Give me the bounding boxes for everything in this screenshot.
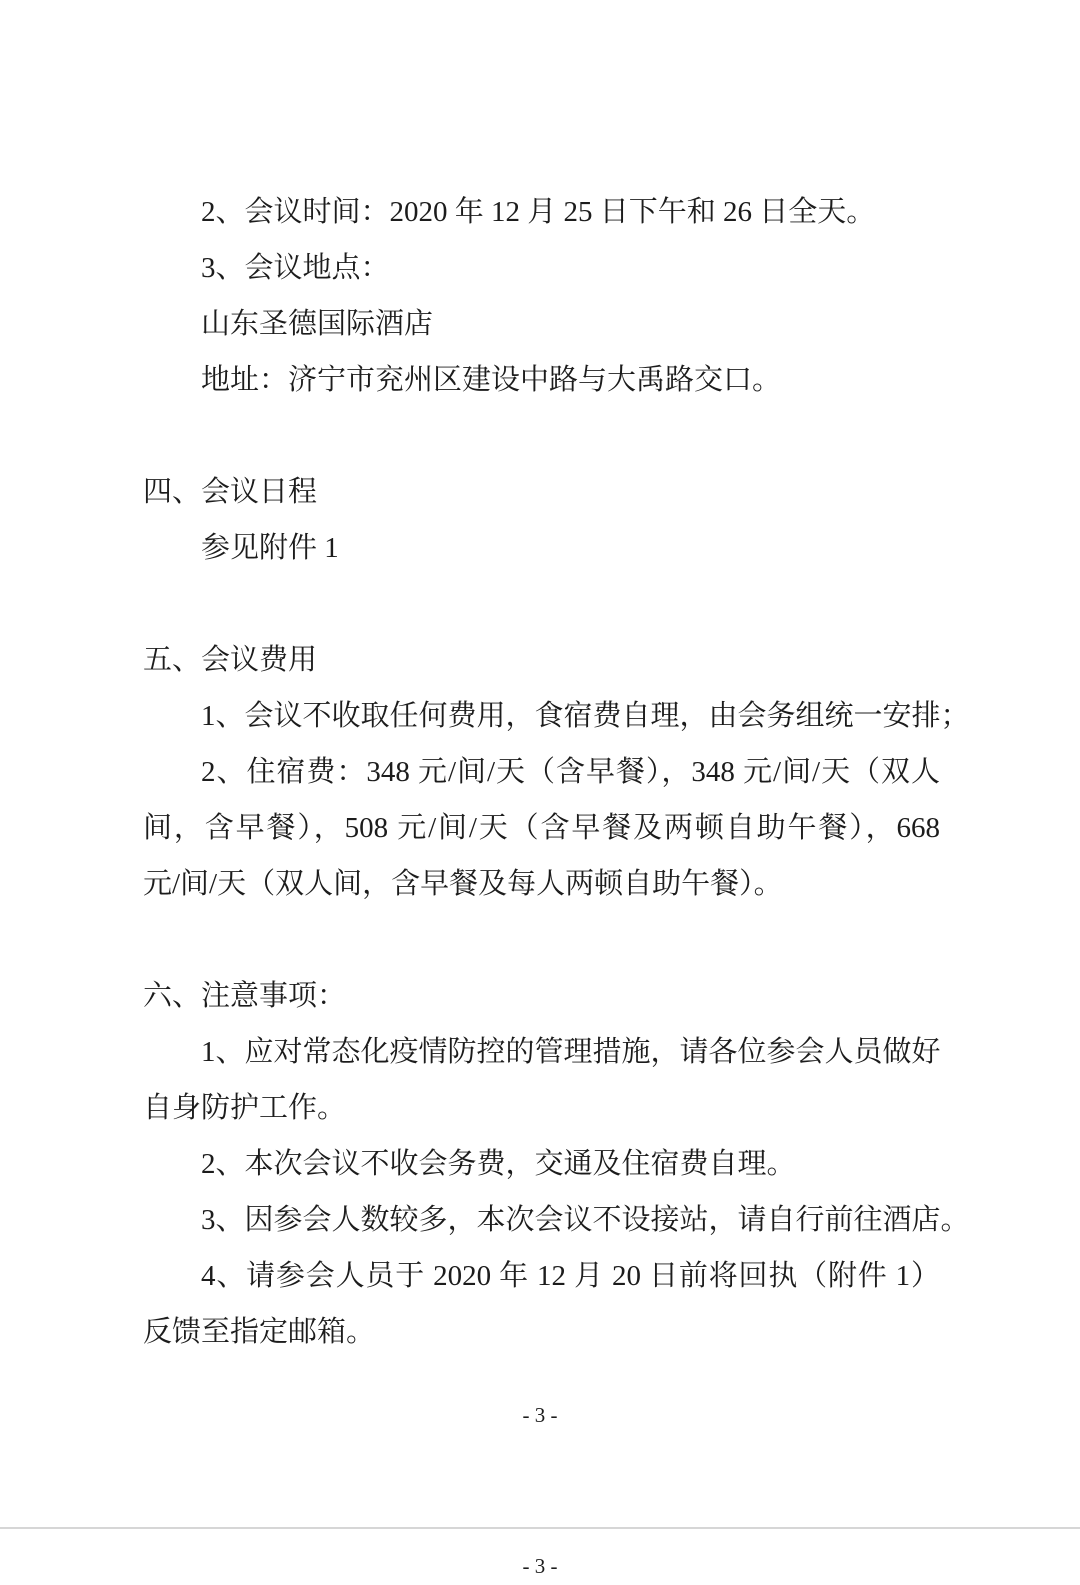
document-body: [143, 184, 970, 1360]
fee-item-1-line: 1、会议不收取任何费用，食宿费自理，由会务组统一安排；: [201, 700, 970, 732]
blank-line: [143, 912, 940, 968]
page-number-footer: - 3 -: [522, 1403, 558, 1427]
note-1-line-2: 自身防护工作。: [143, 1092, 347, 1124]
hotel-name-line: 山东圣德国际酒店: [201, 308, 434, 340]
meeting-time-line: 2、会议时间：2020 年 12 月 25 日下午和 26 日全天。: [201, 196, 876, 228]
meeting-location-heading-line: 3、会议地点：: [201, 252, 390, 284]
section-agenda-heading: 四、会议日程: [143, 476, 318, 508]
note-2-line: 2、本次会议不收会务费，交通及住宿费自理。: [201, 1148, 796, 1180]
note-3-line: 3、因参会人数较多，本次会议不设接站，请自行前往酒店。: [201, 1204, 970, 1236]
section-notes-heading: 六、注意事项：: [143, 980, 347, 1012]
note-1-line-1: 1、应对常态化疫情防控的管理措施，请各位参会人员做好: [201, 1036, 941, 1068]
blank-line: [143, 408, 940, 464]
agenda-reference-line: 参见附件 1: [201, 532, 339, 564]
fee-item-2-line-3: 元/间/天（双人间，含早餐及每人两顿自助午餐）。: [143, 868, 783, 900]
note-4-line-2: 反馈至指定邮箱。: [143, 1316, 376, 1348]
blank-line: [143, 576, 940, 632]
fee-item-2-line-1: 2、住宿费：348 元/间/天（含早餐），348 元/间/天（双人: [201, 756, 940, 788]
section-fees-heading: 五、会议费用: [143, 644, 318, 676]
hotel-address-line: 地址：济宁市兖州区建设中路与大禹路交口。: [201, 364, 782, 396]
page-boundary-divider: [0, 1527, 1080, 1529]
note-4-line-1: 4、请参会人员于 2020 年 12 月 20 日前将回执（附件 1）: [201, 1260, 940, 1292]
viewer-page-number: - 3 -: [522, 1554, 558, 1578]
fee-item-2-line-2: 间，含早餐），508 元/间/天（含早餐及两顿自助午餐），668: [143, 812, 940, 844]
